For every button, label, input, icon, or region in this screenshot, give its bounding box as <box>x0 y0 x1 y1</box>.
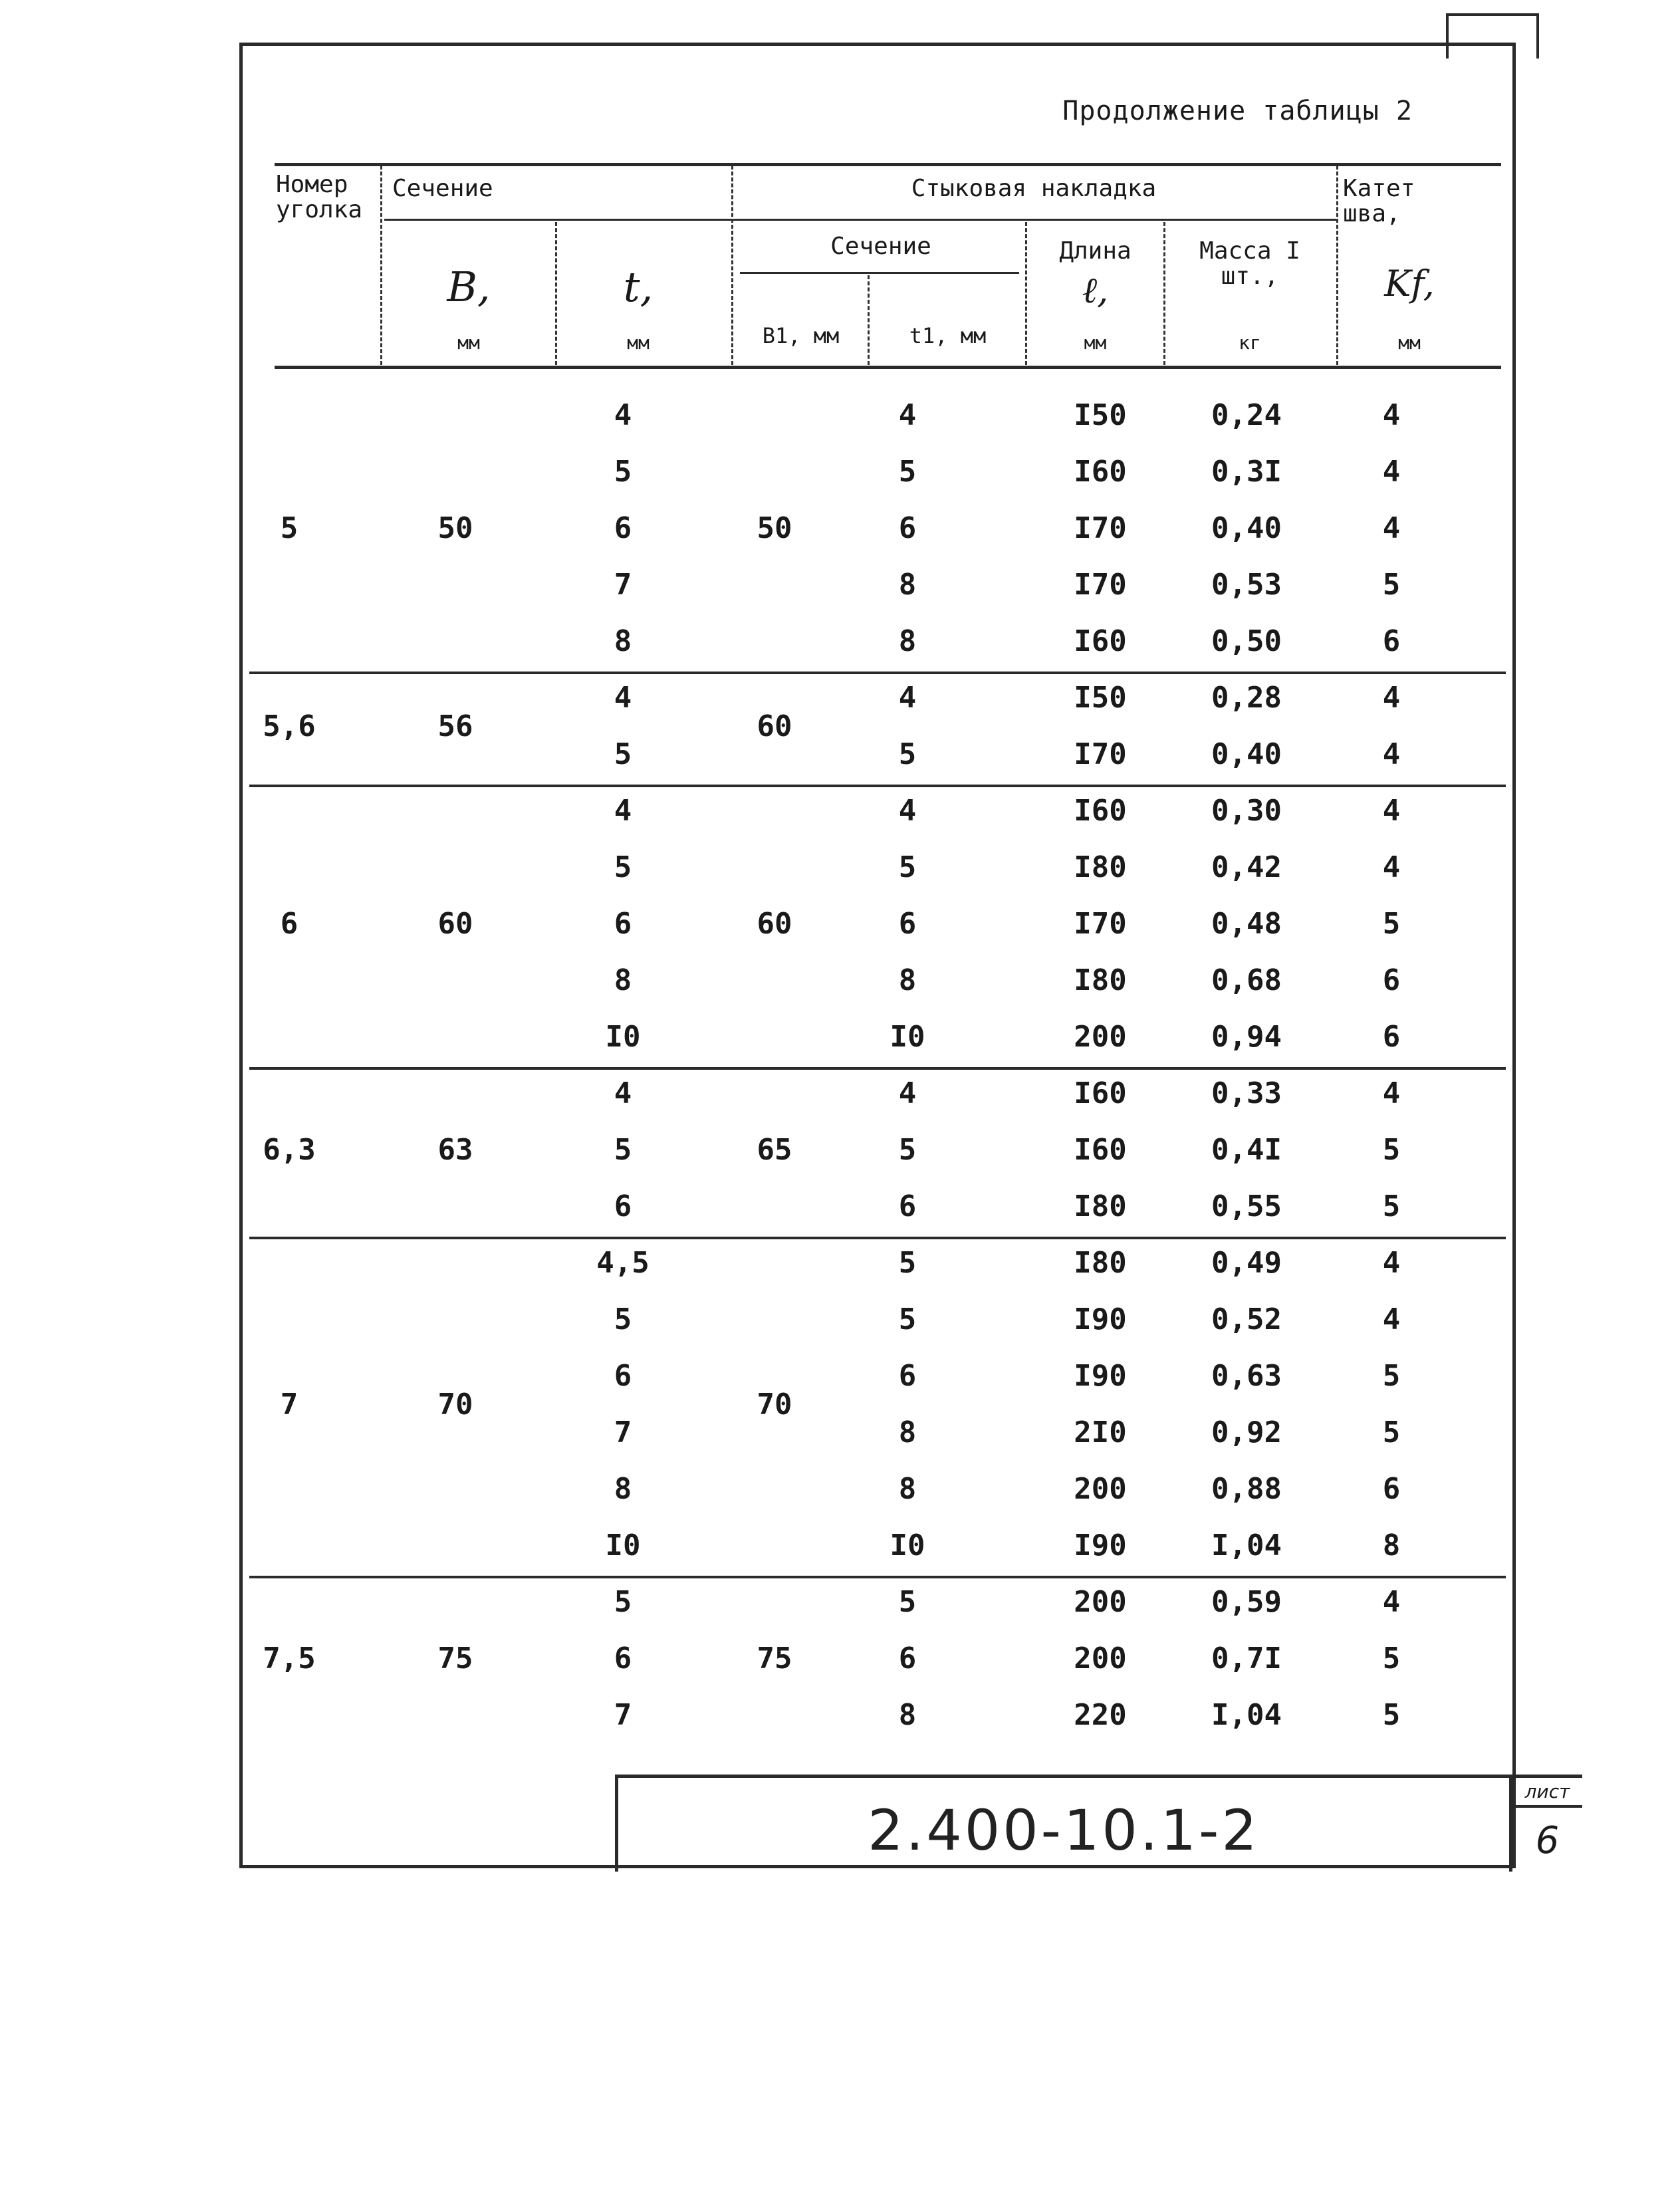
cell-kf: 4 <box>1382 1302 1401 1336</box>
cell-t: 6 <box>614 907 632 941</box>
cell-kf: 4 <box>1382 794 1401 828</box>
cell-angle-number: 5 <box>280 511 298 545</box>
cell-t: 6 <box>614 511 632 545</box>
cell-t1: 6 <box>898 511 917 545</box>
cell-mass: 0,48 <box>1211 907 1282 941</box>
cell-kf: 6 <box>1382 624 1401 658</box>
cell-kf: 5 <box>1382 1415 1401 1449</box>
cell-length: I50 <box>1074 681 1127 715</box>
cell-t: 4 <box>614 681 632 715</box>
group-divider <box>249 785 1506 787</box>
cell-length: I60 <box>1074 794 1127 828</box>
plate-section-rule <box>740 272 1019 274</box>
cell-t1: 5 <box>898 1133 917 1167</box>
cell-t1: 8 <box>898 1415 917 1449</box>
cell-b: 63 <box>437 1133 473 1167</box>
cell-b: 70 <box>437 1387 473 1421</box>
cell-length: I90 <box>1074 1302 1127 1336</box>
header-b-symbol: B, <box>447 263 491 311</box>
cell-t1: 5 <box>898 1302 917 1336</box>
cell-t1: 8 <box>898 624 917 658</box>
cell-mass: 0,55 <box>1211 1189 1282 1223</box>
cell-b: 75 <box>437 1642 473 1675</box>
cell-length: I70 <box>1074 737 1127 771</box>
cell-kf: 4 <box>1382 737 1401 771</box>
cell-b1: 70 <box>757 1387 792 1421</box>
cell-mass: 0,40 <box>1211 737 1282 771</box>
cell-kf: 6 <box>1382 1020 1401 1054</box>
cell-mass: 0,63 <box>1211 1359 1282 1393</box>
cell-t1: 4 <box>898 794 917 828</box>
header-sep-3 <box>731 166 733 365</box>
cell-kf: 6 <box>1382 963 1401 997</box>
cell-mass: 0,7I <box>1211 1642 1282 1675</box>
cell-mass: 0,59 <box>1211 1585 1282 1619</box>
cell-kf: 4 <box>1382 1246 1401 1280</box>
cell-t: 4 <box>614 1076 632 1110</box>
cell-length: I70 <box>1074 511 1127 545</box>
header-t-unit: мм <box>627 332 650 354</box>
group-divider <box>249 1067 1506 1070</box>
cell-mass: 0,52 <box>1211 1302 1282 1336</box>
header-length-unit: мм <box>1084 332 1107 354</box>
sheet-number-box <box>1509 1775 1582 1872</box>
cell-mass: 0,3I <box>1211 455 1282 489</box>
cell-mass: 0,50 <box>1211 624 1282 658</box>
cell-length: I80 <box>1074 1189 1127 1223</box>
cell-t: 8 <box>614 624 632 658</box>
header-mass: Масса I шт., <box>1199 237 1300 290</box>
cell-mass: 0,40 <box>1211 511 1282 545</box>
cell-t1: 8 <box>898 568 917 602</box>
cell-kf: 4 <box>1382 850 1401 884</box>
cell-mass: 0,28 <box>1211 681 1282 715</box>
cell-t: 5 <box>614 1133 632 1167</box>
header-b1: B1, мм <box>762 323 840 348</box>
cell-kf: 5 <box>1382 1359 1401 1393</box>
cell-b: 50 <box>437 511 473 545</box>
cell-kf: 5 <box>1382 1133 1401 1167</box>
cell-t1: 5 <box>898 1585 917 1619</box>
cell-length: I60 <box>1074 455 1127 489</box>
cell-b1: 65 <box>757 1133 792 1167</box>
cell-b1: 60 <box>757 907 792 941</box>
header-butt-plate: Стыковая накладка <box>911 175 1157 202</box>
cell-length: I90 <box>1074 1359 1127 1393</box>
cell-mass: 0,4I <box>1211 1133 1282 1167</box>
cell-length: 200 <box>1074 1020 1127 1054</box>
cell-t1: 6 <box>898 1359 917 1393</box>
cell-mass: I,04 <box>1211 1698 1282 1732</box>
cell-kf: 4 <box>1382 681 1401 715</box>
header-sep-7 <box>1336 166 1338 365</box>
cell-t1: 5 <box>898 737 917 771</box>
cell-t1: 6 <box>898 907 917 941</box>
cell-t: 8 <box>614 963 632 997</box>
cell-t: 7 <box>614 1698 632 1732</box>
cell-length: 220 <box>1074 1698 1127 1732</box>
cell-t: 4 <box>614 794 632 828</box>
cell-t: 5 <box>614 455 632 489</box>
cell-kf: 4 <box>1382 398 1401 432</box>
cell-t1: I0 <box>890 1529 925 1562</box>
cell-t: 7 <box>614 568 632 602</box>
header-sep-5 <box>1025 222 1027 365</box>
header-bottom-rule <box>275 366 1501 369</box>
cell-length: 200 <box>1074 1642 1127 1675</box>
cell-mass: 0,30 <box>1211 794 1282 828</box>
cell-kf: 4 <box>1382 1076 1401 1110</box>
cell-t: I0 <box>605 1529 641 1562</box>
cell-t: 6 <box>614 1642 632 1675</box>
cell-length: 2I0 <box>1074 1415 1127 1449</box>
header-t1: t1, мм <box>909 323 987 348</box>
cell-t1: 4 <box>898 681 917 715</box>
header-sep-6 <box>1163 222 1165 365</box>
cell-t: 7 <box>614 1415 632 1449</box>
header-weld-leg: Катет шва, <box>1343 175 1415 227</box>
header-plate-section: Сечение <box>830 233 931 260</box>
header-sep-1 <box>380 166 382 365</box>
cell-t1: I0 <box>890 1020 925 1054</box>
cell-angle-number: 6,3 <box>263 1133 316 1167</box>
group-divider <box>249 1237 1506 1239</box>
cell-t: 5 <box>614 1585 632 1619</box>
document-code: 2.400-10.1-2 <box>868 1798 1260 1863</box>
drawing-sheet <box>239 43 1570 1868</box>
header-sep-4 <box>868 275 870 365</box>
cell-t1: 8 <box>898 1698 917 1732</box>
cell-t: 4,5 <box>596 1246 650 1280</box>
cell-kf: 4 <box>1382 455 1401 489</box>
cell-t1: 6 <box>898 1642 917 1675</box>
cell-mass: 0,92 <box>1211 1415 1282 1449</box>
cell-length: 200 <box>1074 1472 1127 1506</box>
header-t-symbol: t, <box>623 263 654 311</box>
header-kf-symbol: Kf, <box>1384 263 1435 305</box>
cell-mass: 0,68 <box>1211 963 1282 997</box>
cell-mass: 0,33 <box>1211 1076 1282 1110</box>
cell-t1: 6 <box>898 1189 917 1223</box>
cell-length: I80 <box>1074 850 1127 884</box>
sheet-number: 6 <box>1535 1819 1560 1862</box>
header-angle-section: Сечение <box>392 175 493 202</box>
header-sep-2 <box>555 222 557 365</box>
cell-b: 56 <box>437 709 473 743</box>
header-mass-unit: кг <box>1239 332 1261 354</box>
cell-length: I80 <box>1074 963 1127 997</box>
header-length-symbol: ℓ, <box>1082 269 1109 311</box>
cell-t: 5 <box>614 737 632 771</box>
cell-length: I70 <box>1074 568 1127 602</box>
title-block <box>615 1775 1509 1872</box>
cell-t: 5 <box>614 850 632 884</box>
cell-kf: 5 <box>1382 907 1401 941</box>
cell-t: 8 <box>614 1472 632 1506</box>
cell-length: I60 <box>1074 624 1127 658</box>
cell-angle-number: 5,6 <box>263 709 316 743</box>
cell-length: I80 <box>1074 1246 1127 1280</box>
cell-length: I60 <box>1074 1133 1127 1167</box>
sheet-label: лист <box>1512 1781 1582 1808</box>
group-divider <box>249 672 1506 674</box>
cell-length: I70 <box>1074 907 1127 941</box>
cell-t: I0 <box>605 1020 641 1054</box>
header-length: Длина <box>1059 237 1132 265</box>
cell-t1: 5 <box>898 455 917 489</box>
cell-kf: 8 <box>1382 1529 1401 1562</box>
cell-kf: 5 <box>1382 1698 1401 1732</box>
cell-length: I60 <box>1074 1076 1127 1110</box>
header-b-unit: мм <box>457 332 480 354</box>
cell-kf: 5 <box>1382 1189 1401 1223</box>
cell-b1: 60 <box>757 709 792 743</box>
cell-length: I50 <box>1074 398 1127 432</box>
cell-t1: 5 <box>898 850 917 884</box>
header-kf-unit: мм <box>1398 332 1421 354</box>
cell-t: 6 <box>614 1189 632 1223</box>
cell-b: 60 <box>437 907 473 941</box>
cell-mass: 0,42 <box>1211 850 1282 884</box>
cell-length: I90 <box>1074 1529 1127 1562</box>
cell-t: 4 <box>614 398 632 432</box>
cell-angle-number: 6 <box>280 907 298 941</box>
cell-kf: 4 <box>1382 1585 1401 1619</box>
plate-rule <box>732 219 1337 221</box>
group-divider <box>249 1576 1506 1578</box>
cell-t1: 5 <box>898 1246 917 1280</box>
cell-kf: 5 <box>1382 1642 1401 1675</box>
cell-kf: 6 <box>1382 1472 1401 1506</box>
cell-angle-number: 7 <box>280 1387 298 1421</box>
cell-kf: 5 <box>1382 568 1401 602</box>
cell-b1: 75 <box>757 1642 792 1675</box>
cell-t: 5 <box>614 1302 632 1336</box>
cell-mass: I,04 <box>1211 1529 1282 1562</box>
header-top-rule <box>275 163 1501 166</box>
cell-mass: 0,88 <box>1211 1472 1282 1506</box>
cell-t1: 8 <box>898 1472 917 1506</box>
cell-t: 6 <box>614 1359 632 1393</box>
cell-angle-number: 7,5 <box>263 1642 316 1675</box>
cell-b1: 50 <box>757 511 792 545</box>
cell-t1: 8 <box>898 963 917 997</box>
header-angle-number: Номер уголка <box>276 171 363 223</box>
cell-length: 200 <box>1074 1585 1127 1619</box>
table-caption: Продолжение таблицы 2 <box>1062 96 1413 126</box>
cell-mass: 0,24 <box>1211 398 1282 432</box>
cell-t1: 4 <box>898 398 917 432</box>
cell-mass: 0,49 <box>1211 1246 1282 1280</box>
cell-t1: 4 <box>898 1076 917 1110</box>
cell-mass: 0,53 <box>1211 568 1282 602</box>
angle-section-rule <box>384 219 732 221</box>
cell-kf: 4 <box>1382 511 1401 545</box>
cell-mass: 0,94 <box>1211 1020 1282 1054</box>
